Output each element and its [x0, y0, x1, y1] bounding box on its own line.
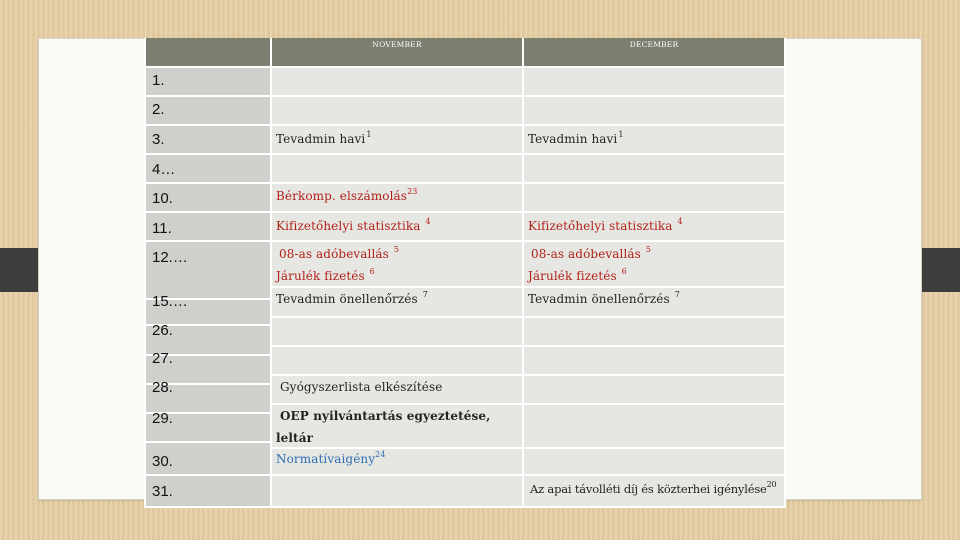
row-label-12: 12.… — [152, 249, 188, 266]
footnote-ref: 7 — [674, 290, 680, 299]
footnote-ref: 4 — [425, 217, 431, 226]
nov-gyogyszerlista-text: Gyógyszerlista elkészítése — [280, 380, 443, 394]
december-cell — [524, 68, 784, 95]
row-label-3: 3. — [152, 131, 165, 148]
nov-jarulek — [276, 269, 375, 283]
december-cell — [524, 449, 784, 474]
nov-kifizetohelyi — [276, 219, 431, 233]
nov-normativaigeny — [276, 452, 386, 466]
nov-berkomp — [276, 189, 417, 203]
row-label-28: 28. — [152, 379, 173, 396]
footnote-ref: 5 — [645, 245, 652, 254]
footnote-ref: 1 — [366, 130, 372, 139]
row-label-26: 26. — [152, 322, 173, 339]
december-cell — [524, 405, 784, 447]
dec-apai-text: Az apai távolléti díj és közterhei igénylése — [530, 482, 767, 496]
nov-kifizetohelyi-text: Kifizetőhelyi statisztika — [276, 219, 421, 233]
row-label-11: 11. — [152, 220, 172, 237]
row-label-30: 30. — [152, 453, 173, 470]
footnote-ref: 20 — [766, 480, 777, 489]
dec-adobevallas-text: 08-as adóbevallás — [531, 247, 641, 261]
nov-oep-line2-text: leltár — [276, 431, 313, 445]
nov-onellenorzes — [276, 292, 428, 306]
schedule-table — [144, 38, 786, 508]
footnote-ref: 5 — [393, 245, 400, 254]
row-label-31: 31. — [152, 483, 173, 500]
dec-kifizetohelyi-text: Kifizetőhelyi statisztika — [528, 219, 673, 233]
header-december-cell — [524, 38, 784, 66]
footnote-ref: 6 — [369, 267, 375, 276]
nov-tevadmin-havi-text: Tevadmin havi — [276, 132, 366, 146]
dec-apai — [530, 482, 776, 496]
row-label-29: 29. — [152, 410, 173, 427]
nov-berkomp-text: Bérkomp. elszámolás — [276, 189, 408, 203]
row-label-cell — [146, 68, 270, 95]
nov-oep-line2 — [276, 431, 313, 445]
footnote-ref: 4 — [677, 217, 683, 226]
row-label-2: 2. — [152, 101, 165, 118]
dec-jarulek-text: Járulék fizetés — [528, 269, 617, 283]
dec-tevadmin-havi-text: Tevadmin havi — [528, 132, 618, 146]
nov-oep-line1 — [280, 409, 490, 423]
nov-gyogyszerlista — [280, 380, 442, 394]
november-cell — [272, 318, 522, 345]
row-label-27: 27. — [152, 350, 173, 367]
dec-onellenorzes-text: Tevadmin önellenőrzés — [528, 292, 670, 306]
nov-adobevallas — [279, 247, 399, 261]
december-cell — [524, 347, 784, 374]
nov-onellenorzes-text: Tevadmin önellenőrzés — [276, 292, 418, 306]
footnote-ref: 7 — [422, 290, 428, 299]
nov-adobevallas-text: 08-as adóbevallás — [279, 247, 389, 261]
december-cell — [524, 318, 784, 345]
december-cell — [524, 97, 784, 124]
row-label-cell — [146, 126, 270, 153]
row-label-1: 1. — [152, 72, 165, 89]
dec-tevadmin-havi — [528, 132, 624, 146]
header-corner-cell — [146, 38, 270, 66]
november-cell — [272, 347, 522, 374]
november-cell — [272, 155, 522, 182]
header-december: DECEMBER — [629, 40, 679, 49]
row-label-4: 4… — [152, 161, 176, 178]
november-cell — [272, 97, 522, 124]
footnote-ref: 6 — [621, 267, 627, 276]
footnote-ref: 1 — [618, 130, 624, 139]
dec-onellenorzes — [528, 292, 680, 306]
december-cell — [524, 184, 784, 211]
header-november-cell — [272, 38, 522, 66]
nov-jarulek-text: Járulék fizetés — [276, 269, 365, 283]
november-cell — [272, 476, 522, 506]
row-label-cell — [146, 97, 270, 124]
header-november: NOVEMBER — [372, 40, 422, 49]
december-cell — [524, 155, 784, 182]
footnote-ref: 24 — [375, 450, 386, 459]
december-cell — [524, 376, 784, 403]
november-cell — [272, 68, 522, 95]
dec-adobevallas — [531, 247, 651, 261]
dec-jarulek — [528, 269, 627, 283]
dec-kifizetohelyi — [528, 219, 683, 233]
nov-normativaigeny-text: Normatívaigény — [276, 452, 376, 466]
nov-tevadmin-havi — [276, 132, 372, 146]
footnote-ref: 23 — [407, 187, 418, 196]
row-label-15: 15.… — [152, 293, 188, 310]
row-label-10: 10. — [152, 190, 173, 207]
nov-oep-line1-text: OEP nyilvántartás egyeztetése, — [280, 409, 491, 423]
